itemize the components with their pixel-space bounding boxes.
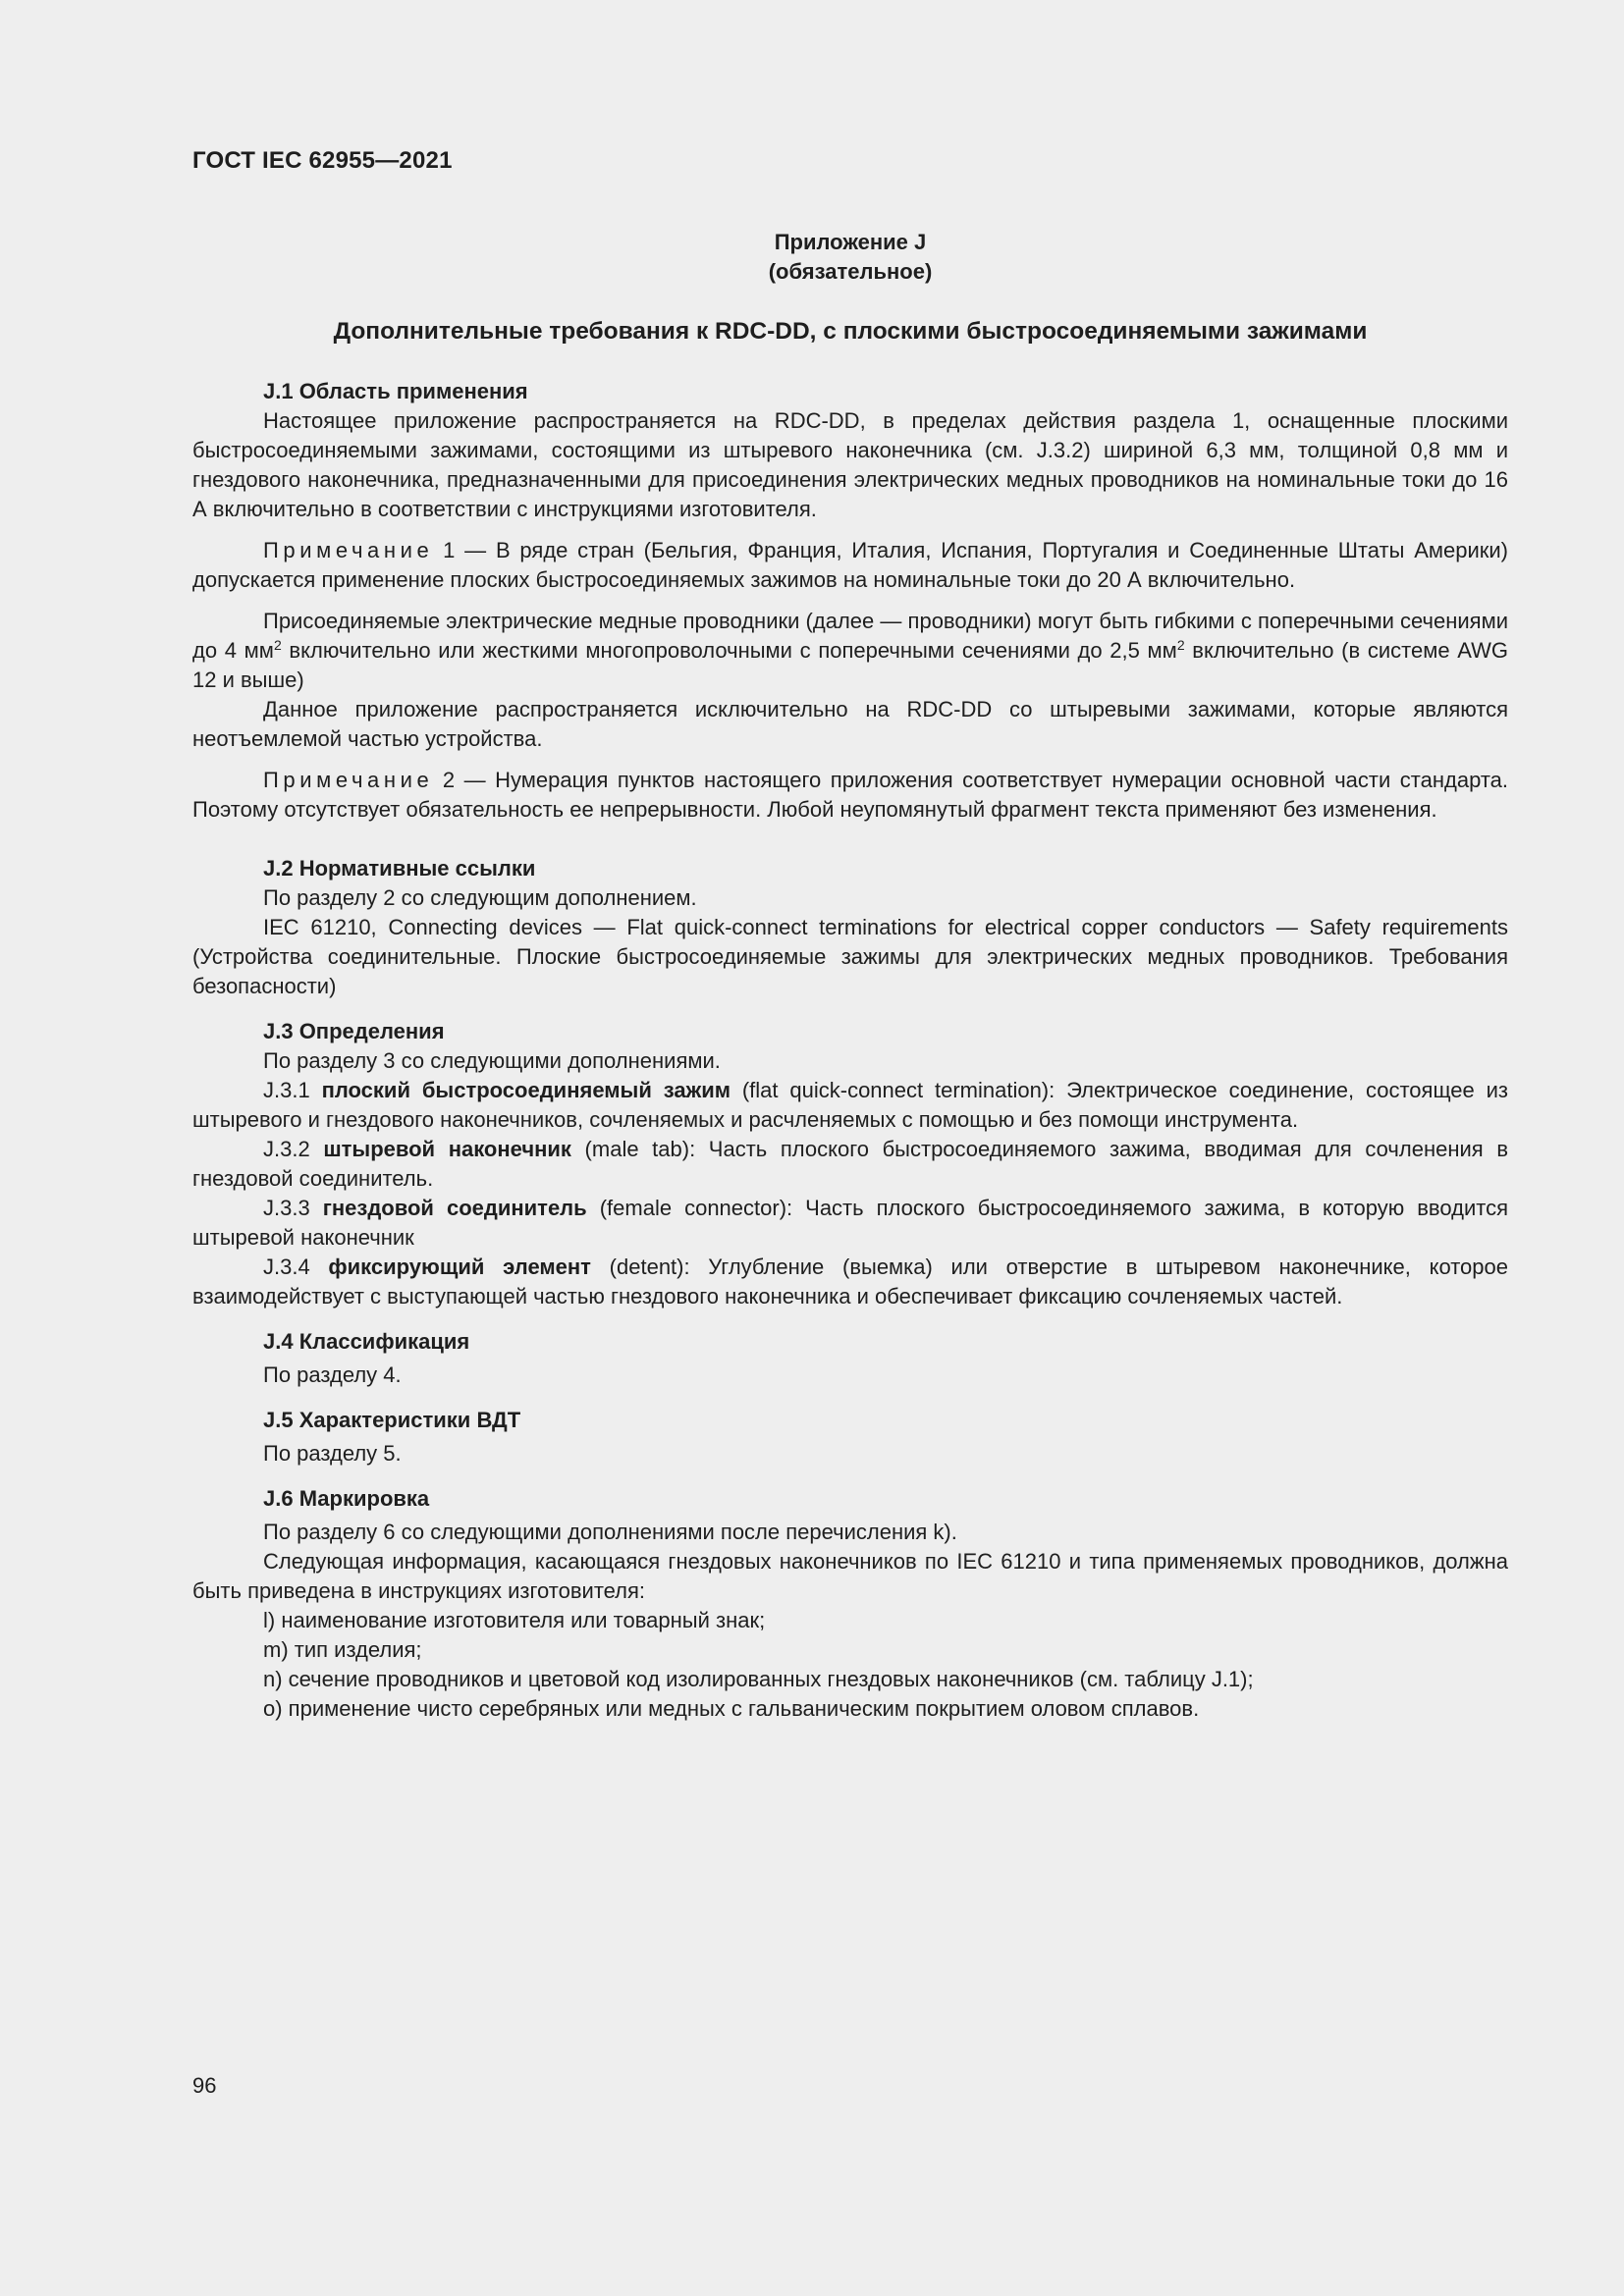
list-item: m) тип изделия;	[263, 1637, 422, 1662]
definition-text: (male tab): Часть плоского быстросоединяемого зажима, вводимая для сочленения в гнездовой соединитель.	[192, 1137, 1509, 1191]
annex-label: Приложение J	[774, 230, 927, 254]
definition-term: штыревой наконечник	[323, 1137, 571, 1161]
note-label: Примечание	[263, 768, 434, 792]
section-heading-j3: J.3 Определения	[263, 1019, 445, 1043]
definition-j3-3	[192, 1194, 1508, 1253]
paragraph: По разделу 2 со следующим дополнением.	[263, 885, 697, 910]
definition-j3-1	[192, 1076, 1508, 1135]
paragraph: Следующая информация, касающаяся гнездовых наконечников по IEC 61210 и типа применяемых проводников, должна быть приведена в инструкциях изготовителя:	[192, 1549, 1508, 1603]
definition-number: J.3.4	[263, 1255, 329, 1279]
definition-term: плоский быстросоединяемый зажим	[321, 1078, 731, 1102]
note-label: Примечание	[263, 538, 434, 562]
paragraph: IEC 61210, Connecting devices — Flat quick-connect terminations for electrical copper conductors — Safety requirements (Устройства соединительные. Плоские быстросоединяемые зажимы для электрических медных проводников. Требования безопасности)	[192, 915, 1508, 998]
definition-j3-2	[192, 1135, 1508, 1194]
text-fragment: Присоединяемые электрические медные проводники (далее — проводники) могут быть гибкими с поперечными сечениями до 4 мм	[192, 609, 1508, 663]
note-2	[192, 766, 1508, 825]
paragraph: По разделу 5.	[263, 1441, 402, 1466]
page-number: 96	[192, 2073, 217, 2098]
paragraph	[192, 607, 1508, 695]
definition-term: фиксирующий элемент	[328, 1255, 591, 1279]
text-fragment: включительно или жесткими многопроволочными с поперечными сечениями до 2,5 мм	[281, 638, 1177, 663]
definition-number: J.3.1	[263, 1078, 322, 1102]
section-heading-j4: J.4 Классификация	[263, 1329, 470, 1354]
section-heading-j6: J.6 Маркировка	[263, 1486, 430, 1511]
note-text: 1 — В ряде стран (Бельгия, Франция, Италия, Испания, Португалия и Соединенные Штаты Америки) допускается применение плоских быстросоединяемых зажимов на номинальные токи до 20 А включительно.	[192, 538, 1508, 592]
paragraph: По разделу 6 со следующими дополнениями после перечисления k).	[263, 1520, 957, 1544]
section-heading-j2: J.2 Нормативные ссылки	[263, 856, 536, 881]
note-text: 2 — Нумерация пунктов настоящего приложения соответствует нумерации основной части стандарта. Поэтому отсутствует обязательность ее непрерывности. Любой неупомянутый фрагмент текста применяют без изменения.	[192, 768, 1508, 822]
definition-text: (female connector): Часть плоского быстросоединяемого зажима, в которую вводится штыревой наконечник	[192, 1196, 1508, 1250]
text-fragment: включительно (в системе AWG 12 и выше)	[192, 638, 1508, 692]
definition-text: (detent): Углубление (выемка) или отверстие в штыревом наконечнике, которое взаимодействует с выступающей частью гнездового наконечника и обеспечивает фиксацию сочленяемых частей.	[192, 1255, 1508, 1308]
annex-status: (обязательное)	[768, 259, 933, 284]
list-item: o) применение чисто серебряных или медных с гальваническим покрытием оловом сплавов.	[263, 1696, 1200, 1721]
superscript: 2	[273, 637, 282, 653]
superscript: 2	[1176, 637, 1185, 653]
paragraph: Настоящее приложение распространяется на RDC-DD, в пределах действия раздела 1, оснащенные плоскими быстросоединяемыми зажимами, состоящими из штыревого наконечника (см. J.3.2) шириной 6,3 мм, толщиной 0,8 мм и гнездового наконечника, предназначенными для присоединения электрических медных проводников на номинальные токи до 16 А включительно в соответствии с инструкциями изготовителя.	[192, 408, 1508, 521]
document-code: ГОСТ IEC 62955—2021	[192, 147, 453, 174]
section-heading-j1: J.1 Область применения	[263, 379, 528, 403]
definition-j3-4	[192, 1253, 1508, 1311]
annex-title: Дополнительные требования к RDC-DD, с плоскими быстросоединяемыми зажимами	[333, 318, 1368, 345]
paragraph: По разделу 4.	[263, 1362, 402, 1387]
definition-text: (flat quick-connect termination): Электрическое соединение, состоящее из штыревого и гнездового наконечников, сочленяемых и расчленяемых с помощью и без помощи инструмента.	[192, 1078, 1509, 1132]
section-heading-j5: J.5 Характеристики ВДТ	[263, 1408, 521, 1432]
paragraph: По разделу 3 со следующими дополнениями.	[263, 1048, 721, 1073]
note-1	[192, 536, 1508, 595]
paragraph: Данное приложение распространяется исключительно на RDC-DD со штыревыми зажимами, которые являются неотъемлемой частью устройства.	[192, 697, 1508, 751]
list-item: n) сечение проводников и цветовой код изолированных гнездовых наконечников (см. таблицу J.1);	[263, 1667, 1254, 1691]
page-content	[192, 228, 1508, 1724]
definition-term: гнездовой соединитель	[322, 1196, 587, 1220]
definition-number: J.3.3	[263, 1196, 323, 1220]
definition-number: J.3.2	[263, 1137, 324, 1161]
list-item: l) наименование изготовителя или товарный знак;	[263, 1608, 766, 1632]
